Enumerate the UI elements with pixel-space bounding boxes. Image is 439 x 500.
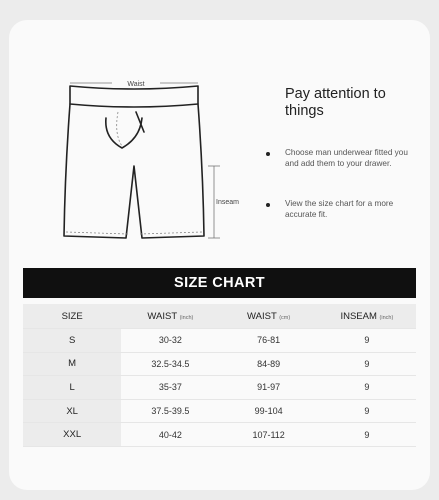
waist-cm-cell: 99-104 [220,399,318,423]
headline: Pay attention to things [285,86,386,119]
table-row [23,376,416,400]
inseam-cell: 9 [318,399,416,423]
waist-inch-cell: 30-32 [121,329,219,353]
waist-inch-cell: 40-42 [121,423,219,447]
table-header-row [23,304,416,329]
waist-label: Waist [127,81,145,88]
waist-cm-cell: 84-89 [220,352,318,376]
inseam-cell: 9 [318,423,416,447]
inseam-label: Inseam [216,199,239,206]
table-row [23,352,416,376]
tip-text: Choose man underwear fitted you and add them to your drawer. [285,148,408,168]
waist-cm-cell: 107-112 [220,423,318,447]
size-cell: L [23,376,121,400]
column-header: WAIST (cm) [220,304,318,329]
size-cell: XL [23,399,121,423]
column-header: SIZE [23,304,121,329]
bullet-icon [266,152,270,156]
size-cell: S [23,329,121,353]
table-row [23,399,416,423]
waist-cm-cell: 91-97 [220,376,318,400]
inseam-cell: 9 [318,376,416,400]
waist-inch-cell: 32.5-34.5 [121,352,219,376]
tip-text: View the size chart for a more accurate fit. [285,199,394,219]
table-row [23,423,416,447]
waist-inch-cell: 35-37 [121,376,219,400]
table-row [23,329,416,353]
inseam-cell: 9 [318,329,416,353]
waistband-outline [70,86,198,107]
bullet-icon [266,203,270,207]
size-chart-banner: SIZE CHART [23,268,416,298]
garment-outline [64,104,204,238]
inseam-cell: 9 [318,352,416,376]
waist-inch-cell: 37.5-39.5 [121,399,219,423]
size-cell: M [23,352,121,376]
column-header: INSEAM (inch) [318,304,416,329]
size-chart-table [23,304,416,447]
pouch-outline [106,118,142,148]
boxer-brief-diagram [56,46,256,251]
size-cell: XXL [23,423,121,447]
column-header: WAIST (inch) [121,304,219,329]
waist-cm-cell: 76-81 [220,329,318,353]
